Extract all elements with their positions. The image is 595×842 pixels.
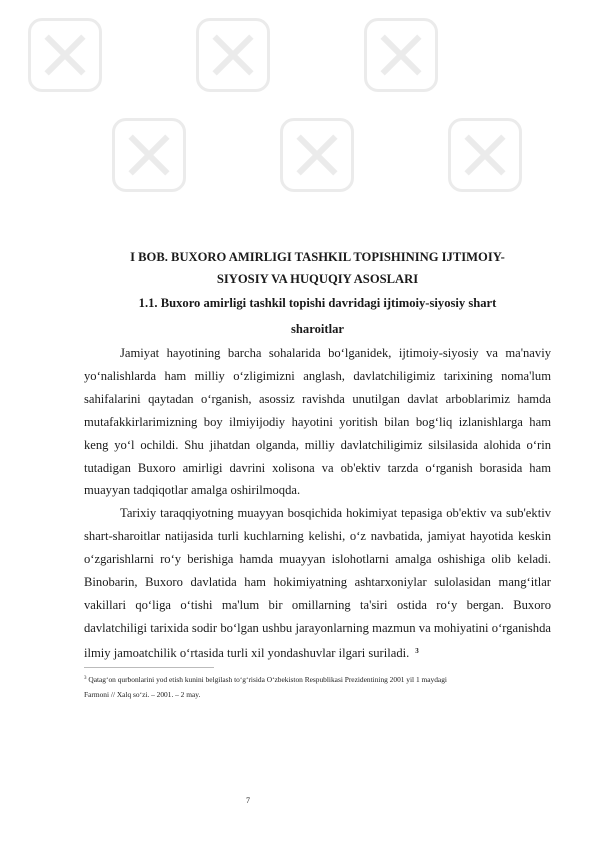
watermark-icon xyxy=(364,18,438,92)
section-title-line2: sharoitlar xyxy=(291,322,344,336)
footnote-line2: Farmoni // Xalq soʻzi. – 2001. – 2 may. xyxy=(84,689,201,699)
watermark-icon xyxy=(28,18,102,92)
paragraph-2 xyxy=(84,502,551,664)
watermark-icon xyxy=(280,118,354,192)
footnote xyxy=(84,671,551,702)
footnote-ref: 3 xyxy=(415,646,419,655)
paragraph-1: Jamiyat hayotining barcha sohalarida boʻlganidek, ijtimoiy-siyosiy va ma'naviy yoʻnalishlarda ham milliy oʻzligimizni anglash, davlatchiligimiz tarixining noma'lum sahifalarini qaytadan oʻrganish, asossiz ravishda unutilgan davlat arboblarimiz hamda mutafakkirlarimizning boy ilmiyijodiy hayotini yoritish bilan bogʻliq izlanishlarga ham keng yoʻl ochildi. Shu jihatdan olganda, milliy davlatchiligimiz silsilasida alohida oʻrin tutadigan Buxoro amirligi davrini xolisona va ob'ektiv tarzda oʻrganish borasida ham muayyan tadqiqotlar amalga oshirilmoqda. xyxy=(84,346,551,498)
footnote-number: 3 xyxy=(84,675,87,681)
footnote-divider xyxy=(84,667,214,668)
chapter-title-line1: I BOB. BUXORO AMIRLIGI TASHKIL TOPISHINING IJTIMOIY- xyxy=(130,250,505,264)
page-content xyxy=(84,246,551,702)
section-title xyxy=(84,290,551,342)
watermark-icon xyxy=(196,18,270,92)
chapter-title xyxy=(84,246,551,290)
section-title-line1: 1.1. Buxoro amirligi tashkil topishi davridagi ijtimoiy-siyosiy shart xyxy=(138,296,497,310)
chapter-title-line2: SIYOSIY VA HUQUQIY ASOSLARI xyxy=(216,272,419,286)
watermark-icon xyxy=(112,118,186,192)
page-number: 7 xyxy=(246,796,250,805)
footnote-line1: Qatagʻon qurbonlarini yod etish kunini belgilash toʻgʻrisida Oʻzbekiston Respublikasi Prezidentining 2001 yil 1 maydagi xyxy=(88,674,447,684)
watermark-icon xyxy=(448,118,522,192)
paragraph-2-text: Tarixiy taraqqiyotning muayyan bosqichida hokimiyat tepasiga ob'ektiv va sub'ektiv shart-sharoitlar natijasida turli kuchlarning kelishi, oʻz navbatida, jamiyat hayotida keskin oʻzgarishlarni roʻy berishiga hamda muayyan islohotlarni amalga oshishiga olib keladi. Binobarin, Buxoro davlatida ham hokimiyatning ashtarxoniylar sulolasidan mangʻitlar vakillari qoʻliga oʻtishi ma'lum bir omillarning ta'siri ostida roʻy bergan. Buxoro davlatchiligi tarixida sodir boʻlgan ushbu jarayonlarning mazmun va mohiyatini oʻrganishda ilmiy jamoatchilik oʻrtasida turli xil yondashuvlar ilgari suriladi. xyxy=(84,506,551,660)
